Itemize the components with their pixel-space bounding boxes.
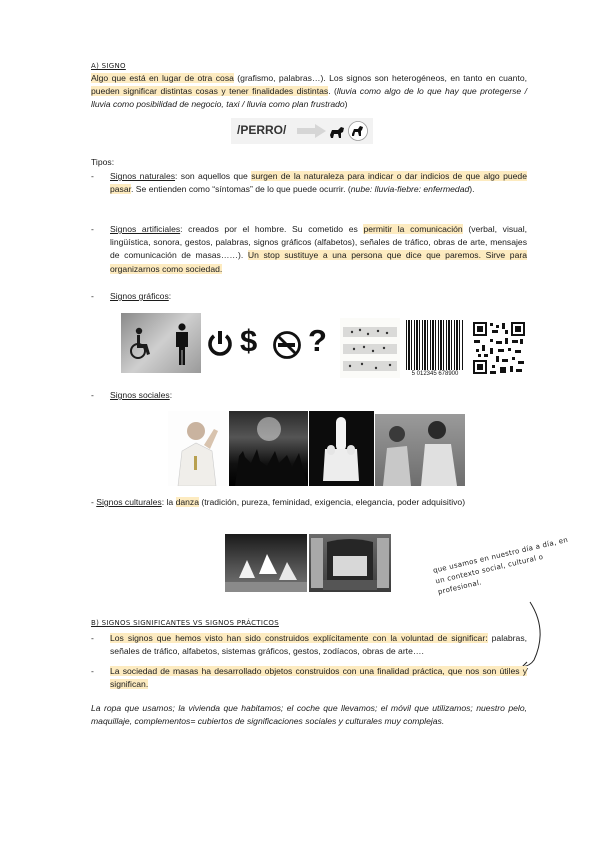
bullet: -: [91, 291, 94, 301]
artificiales-text-1: : creados por el hombre. Su cometido es: [180, 224, 364, 234]
graficos-text-1: :: [168, 291, 172, 301]
arrow-icon: [297, 123, 327, 139]
signos-naturales-term: Signos naturales: [110, 171, 176, 181]
no-smoking-icon: [272, 330, 302, 360]
naturales-text-1: : son aquellos que: [175, 171, 252, 181]
bullet: -: [91, 171, 94, 181]
women-figures: [375, 414, 465, 486]
pope-photo: [168, 411, 228, 486]
women-greeting-photo: [375, 414, 465, 486]
closing-paragraph: La ropa que usamos; la vivienda que habitamos; el coche que llevamos; el móvil que utilizamos; nuestro pelo, maquillaje, complementos= cubiertos de significaciones sociales y culturales muy complejas.: [91, 703, 527, 727]
signos-culturales-term: Signos culturales: [96, 497, 162, 507]
signo-highlight-2: pueden significar distintas cosas y tener finalidades distintas: [91, 86, 329, 97]
signos-sociales-term: Signos sociales: [110, 390, 170, 400]
signos-sociales-item: [110, 389, 527, 402]
bullet: -: [91, 390, 94, 400]
signos-artificiales-term: Signos artificiales: [110, 224, 181, 234]
sociales-text-1: :: [169, 390, 173, 400]
wheelchair-icon: [127, 327, 153, 361]
signo-text-2: . (: [328, 86, 337, 97]
artificiales-highlight-1: permitir la comunicación: [363, 224, 463, 234]
signo-example: lluvia como algo de lo que hay que protegerse / lluvia como posibilidad de negocio, taxi / lluvia como plan frustrado: [91, 86, 527, 110]
concert-photo: [229, 411, 308, 486]
dollar-icon: $: [240, 323, 258, 358]
signos-naturales-item: [110, 170, 527, 196]
artificiales-highlight-2: Un stop sustituye a una persona que dice que paremos. Sirve para organizarnos como sociedad.: [110, 250, 527, 274]
naturales-text-2: . Se entienden como “síntomas” de lo que puede ocurrir. (: [131, 184, 351, 195]
barcode-image: [403, 318, 467, 380]
qr-code-image: [472, 321, 526, 375]
hand-gesture: [309, 411, 374, 486]
dog-icon: [328, 125, 348, 139]
significantes-highlight: Los signos que hemos visto han sido construidos explícitamente con la voluntad de significar:: [110, 633, 488, 643]
significantes-item: [110, 632, 527, 658]
culturales-text-1: : la: [161, 497, 176, 507]
handwritten-margin-note: que usamos en nuestro día a día, en un contexto social, cultural o profesional.: [432, 535, 569, 597]
ballet-dancers: [225, 534, 307, 592]
perro-label: /PERRO/: [237, 123, 287, 137]
bullet: -: [91, 666, 94, 676]
person-icon: [171, 323, 193, 367]
signos-culturales-item: [91, 496, 527, 509]
thought-bubble-icon: [347, 120, 369, 142]
question-mark-icon: ?: [308, 323, 327, 358]
perro-banner: [231, 118, 373, 144]
practicos-highlight: La sociedad de masas ha desarrollado objetos construidos con una finalidad práctica, que nos son útiles y significan.: [110, 666, 527, 690]
tipos-label: Tipos:: [91, 157, 115, 167]
barcode-number: 5 012345 678900: [411, 371, 459, 377]
significantes-text: palabras, señales de tráfico, alfabetos, sistemas gráficos, gestos, zodíacos, obras de arte….: [110, 633, 528, 657]
signo-text-1: (grafismo, palabras…). Los signos son heterogéneos, en tanto en cuanto,: [233, 73, 527, 83]
power-icon: [206, 330, 234, 360]
culturales-prefix: -: [91, 497, 97, 507]
signos-artificiales-item: [110, 223, 527, 276]
middle-finger-photo: [309, 411, 374, 486]
naturales-text-3: ).: [469, 184, 475, 195]
crowd-hands: [229, 411, 308, 486]
sheet-music-image: [340, 318, 400, 378]
bullet: -: [91, 224, 94, 234]
section-b-heading: B) SIGNOS SIGNIFICANTES VS SIGNOS PRÁCTICOS: [91, 619, 279, 627]
naturales-example: nube: lluvia-fiebre: enfermedad: [350, 184, 470, 195]
restroom-sign-photo: [121, 313, 201, 373]
barcode-bars: [406, 320, 464, 370]
culturales-text-2: (tradición, pureza, feminidad, exigencia, elegancia, poder adquisitivo): [198, 497, 466, 507]
theater-photo: [309, 534, 391, 592]
signo-definition: [91, 72, 527, 112]
naturales-highlight: surgen de la naturaleza para indicar o dar indicios de que algo puede pasar: [110, 171, 527, 195]
culturales-highlight: danza: [175, 497, 199, 507]
section-a-heading: A) SIGNO: [91, 62, 126, 70]
ballet-photo: [225, 534, 307, 592]
practicos-item: [110, 665, 527, 691]
theater-stage: [309, 534, 391, 592]
signo-highlight-1: Algo que está en lugar de otra cosa: [91, 73, 234, 83]
signo-text-3: ): [344, 99, 348, 110]
pope-figure: [168, 411, 228, 486]
signos-graficos-item: [110, 290, 527, 303]
bullet: -: [91, 633, 94, 643]
signos-graficos-term: Signos gráficos: [110, 291, 169, 301]
artificiales-text-2: (verbal, visual, lingüística, sonora, gestos, palabras, signos gráficos (alfabetos), señales de tráfico, obras de arte, mensajes de comunicación de masas……).: [110, 224, 528, 261]
